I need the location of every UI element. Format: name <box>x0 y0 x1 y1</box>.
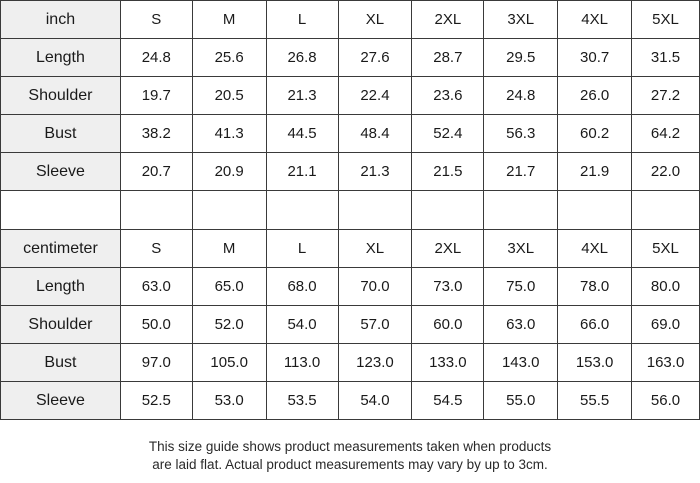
spacer-cell <box>192 191 266 230</box>
table-cell: 55.5 <box>558 382 632 420</box>
table-cell: 133.0 <box>412 344 484 382</box>
table-cell: 38.2 <box>120 115 192 153</box>
table-cell: 21.5 <box>412 153 484 191</box>
table-cell: 97.0 <box>120 344 192 382</box>
table-cell: 24.8 <box>120 39 192 77</box>
size-header: XL <box>338 1 412 39</box>
table-cell: 27.2 <box>632 77 700 115</box>
size-header: L <box>266 1 338 39</box>
table-cell: 52.0 <box>192 306 266 344</box>
table-cell: 20.7 <box>120 153 192 191</box>
table-cell: 26.8 <box>266 39 338 77</box>
table-cell: 29.5 <box>484 39 558 77</box>
table-cell: 53.0 <box>192 382 266 420</box>
table-cell: 31.5 <box>632 39 700 77</box>
table-cell: 22.4 <box>338 77 412 115</box>
table-cell: 55.0 <box>484 382 558 420</box>
spacer-cell <box>632 191 700 230</box>
table-row <box>1 344 700 382</box>
table-cell: 22.0 <box>632 153 700 191</box>
table-cell: 69.0 <box>632 306 700 344</box>
table-cell: 44.5 <box>266 115 338 153</box>
table-cell: 23.6 <box>412 77 484 115</box>
spacer-cell <box>1 191 121 230</box>
table-cell: 63.0 <box>484 306 558 344</box>
measurement-note <box>0 438 700 474</box>
size-header: 2XL <box>412 1 484 39</box>
table-cell: 60.2 <box>558 115 632 153</box>
table-cell: 28.7 <box>412 39 484 77</box>
note-line: This size guide shows product measurements taken when products <box>148 439 552 454</box>
table-cell: 78.0 <box>558 268 632 306</box>
spacer-cell <box>338 191 412 230</box>
table-cell: 48.4 <box>338 115 412 153</box>
table-row <box>1 382 700 420</box>
table-cell: 163.0 <box>632 344 700 382</box>
table-cell: 52.5 <box>120 382 192 420</box>
table-cell: 27.6 <box>338 39 412 77</box>
table-cell: 105.0 <box>192 344 266 382</box>
size-header: 3XL <box>484 1 558 39</box>
table-cell: 73.0 <box>412 268 484 306</box>
spacer-cell <box>412 191 484 230</box>
table-cell: 19.7 <box>120 77 192 115</box>
spacer-cell <box>120 191 192 230</box>
table-row <box>1 153 700 191</box>
size-header: 4XL <box>558 1 632 39</box>
table-cell: 143.0 <box>484 344 558 382</box>
table-cell: 54.0 <box>266 306 338 344</box>
size-header: M <box>192 1 266 39</box>
table-cell: 113.0 <box>266 344 338 382</box>
size-header: 3XL <box>484 230 558 268</box>
row-label: Length <box>1 268 121 306</box>
table-cell: 26.0 <box>558 77 632 115</box>
row-label: Bust <box>1 344 121 382</box>
inch-header-row <box>1 1 700 39</box>
table-cell: 123.0 <box>338 344 412 382</box>
table-cell: 65.0 <box>192 268 266 306</box>
size-header: 5XL <box>632 230 700 268</box>
unit-label-centimeter: centimeter <box>1 230 121 268</box>
cm-header-row <box>1 230 700 268</box>
table-row <box>1 115 700 153</box>
row-label: Length <box>1 39 121 77</box>
note-line: are laid flat. Actual product measurements may vary by up to 3cm. <box>152 457 548 472</box>
size-header: S <box>120 1 192 39</box>
row-label: Bust <box>1 115 121 153</box>
table-cell: 20.5 <box>192 77 266 115</box>
table-cell: 21.3 <box>338 153 412 191</box>
row-label: Sleeve <box>1 382 121 420</box>
size-header: XL <box>338 230 412 268</box>
table-row <box>1 268 700 306</box>
table-cell: 21.1 <box>266 153 338 191</box>
size-header: 5XL <box>632 1 700 39</box>
table-cell: 30.7 <box>558 39 632 77</box>
size-header: M <box>192 230 266 268</box>
table-cell: 21.9 <box>558 153 632 191</box>
table-cell: 66.0 <box>558 306 632 344</box>
table-cell: 60.0 <box>412 306 484 344</box>
unit-label-inch: inch <box>1 1 121 39</box>
row-label: Shoulder <box>1 306 121 344</box>
size-header: S <box>120 230 192 268</box>
table-cell: 21.3 <box>266 77 338 115</box>
table-cell: 20.9 <box>192 153 266 191</box>
table-cell: 41.3 <box>192 115 266 153</box>
spacer-row <box>1 191 700 230</box>
table-cell: 54.0 <box>338 382 412 420</box>
table-row <box>1 39 700 77</box>
table-cell: 63.0 <box>120 268 192 306</box>
table-cell: 57.0 <box>338 306 412 344</box>
row-label: Shoulder <box>1 77 121 115</box>
table-cell: 153.0 <box>558 344 632 382</box>
table-row <box>1 77 700 115</box>
spacer-cell <box>266 191 338 230</box>
table-cell: 68.0 <box>266 268 338 306</box>
table-cell: 50.0 <box>120 306 192 344</box>
spacer-cell <box>484 191 558 230</box>
table-cell: 52.4 <box>412 115 484 153</box>
table-row <box>1 306 700 344</box>
table-cell: 75.0 <box>484 268 558 306</box>
table-cell: 25.6 <box>192 39 266 77</box>
table-cell: 70.0 <box>338 268 412 306</box>
size-header: 4XL <box>558 230 632 268</box>
spacer-cell <box>558 191 632 230</box>
table-cell: 56.3 <box>484 115 558 153</box>
table-cell: 56.0 <box>632 382 700 420</box>
size-header: 2XL <box>412 230 484 268</box>
size-header: L <box>266 230 338 268</box>
table-cell: 24.8 <box>484 77 558 115</box>
row-label: Sleeve <box>1 153 121 191</box>
table-cell: 64.2 <box>632 115 700 153</box>
table-cell: 54.5 <box>412 382 484 420</box>
table-cell: 53.5 <box>266 382 338 420</box>
table-cell: 21.7 <box>484 153 558 191</box>
table-cell: 80.0 <box>632 268 700 306</box>
